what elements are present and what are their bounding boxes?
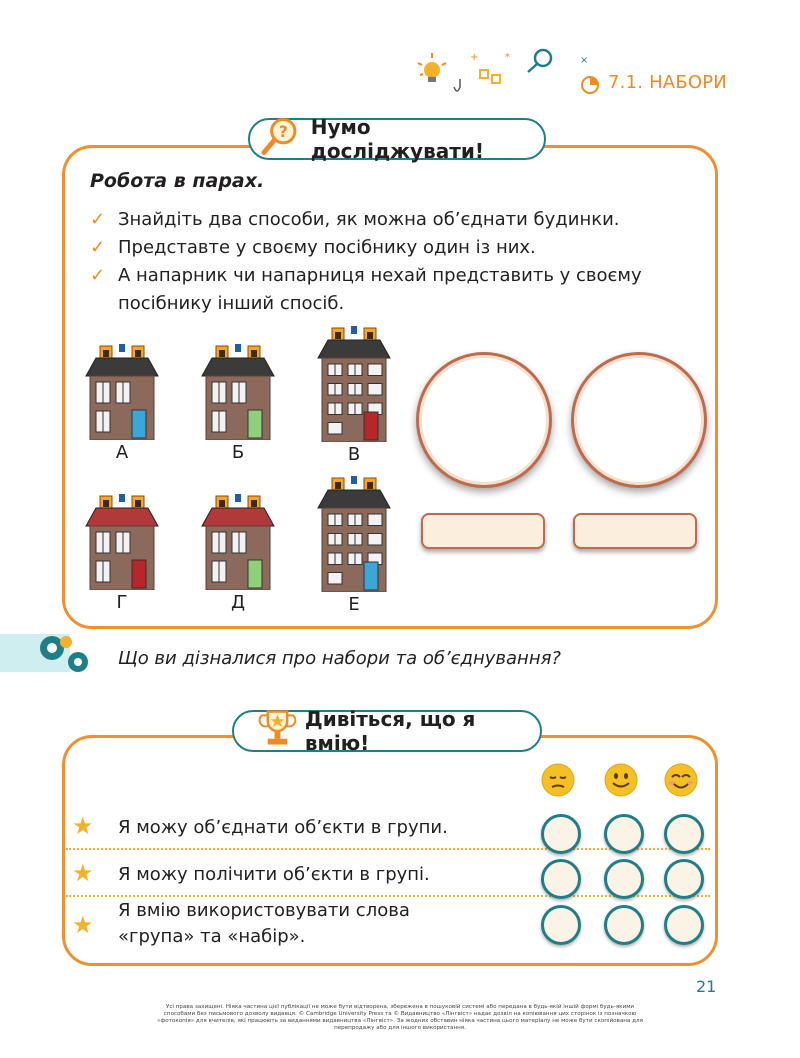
bullet-text: А напарник чи напарниця нехай представить у своєму посібнику інший спосіб. bbox=[118, 265, 642, 314]
skill-row bbox=[72, 898, 510, 954]
sad-face-icon bbox=[540, 762, 576, 798]
lightbulb-icon bbox=[418, 53, 446, 82]
group-circle-1[interactable] bbox=[416, 352, 552, 488]
house-label: А bbox=[115, 442, 129, 463]
rating-circle[interactable] bbox=[604, 814, 644, 854]
bullet-text: Представте у своєму посібнику один із них. bbox=[118, 237, 536, 258]
trophy-icon bbox=[258, 707, 297, 751]
svg-text:×: × bbox=[580, 55, 589, 66]
group-label-plate-1[interactable] bbox=[421, 513, 545, 549]
header-decoration-icons bbox=[410, 45, 605, 100]
house-label: В bbox=[347, 444, 361, 465]
skill-text: Я вмію використовувати слова «група» та «набір». bbox=[118, 900, 410, 947]
house-5 bbox=[198, 490, 278, 590]
rating-circle[interactable] bbox=[541, 814, 581, 854]
explore-title-pill bbox=[248, 115, 546, 163]
checkmark-icon: ✓ bbox=[90, 237, 106, 258]
happy-face-icon bbox=[663, 762, 699, 798]
self-check-title-pill bbox=[232, 707, 542, 755]
house-4 bbox=[82, 490, 162, 590]
page-number: 21 bbox=[696, 977, 717, 996]
puzzle-icon bbox=[480, 70, 500, 83]
neutral-smile-icon bbox=[603, 762, 639, 798]
copyright-notice: Усі права захищені. Ніяка частина цієї публікації не може бути відтворена, збережена в пошуковій системі або передана в будь-якій іншій формі будь-якими способами без письмового дозволу видавця. © Cambridge University Press та © Видавництво «Лінгвіст» надає дозвіл на копіювання цих сторінок із позначкою «фотокопія» для вчителів, які працюють за виданнями видавництва «Лінгвіст». За жодних обставин ніяка частина цього матеріалу не може бути скопійована для перепродажу або для іншого використання. bbox=[157, 1004, 643, 1031]
pair-work-subtitle: Робота в парах. bbox=[90, 170, 265, 192]
group-label-plate-2[interactable] bbox=[573, 513, 697, 549]
bullet-item bbox=[90, 262, 700, 318]
bullet-item bbox=[90, 234, 700, 262]
house-6 bbox=[314, 472, 394, 592]
pie-chart-icon bbox=[582, 77, 598, 93]
magnifier-icon bbox=[528, 50, 551, 72]
house-label: Б bbox=[231, 442, 245, 463]
svg-text:*: * bbox=[505, 52, 510, 63]
svg-text:?: ? bbox=[278, 123, 288, 141]
checkmark-icon: ✓ bbox=[90, 265, 106, 286]
rating-circle[interactable] bbox=[664, 859, 704, 899]
rating-circle[interactable] bbox=[664, 814, 704, 854]
section-label: 7.1. НАБОРИ bbox=[608, 72, 727, 93]
rating-circle[interactable] bbox=[604, 859, 644, 899]
paperclip-icon bbox=[454, 79, 460, 91]
star-icon: ★ bbox=[72, 911, 94, 939]
group-circle-2[interactable] bbox=[571, 352, 707, 488]
rating-circle[interactable] bbox=[604, 905, 644, 945]
house-1 bbox=[82, 340, 162, 440]
house-label: Г bbox=[116, 592, 128, 613]
self-check-title: Дивіться, що я вмію! bbox=[304, 707, 476, 755]
reflection-question: Що ви дізналися про набори та об’єднування? bbox=[118, 648, 561, 669]
svg-text:+: + bbox=[470, 52, 479, 63]
checkmark-icon: ✓ bbox=[90, 209, 106, 230]
bullet-item bbox=[90, 206, 700, 234]
house-label: Е bbox=[348, 594, 360, 615]
bullet-text: Знайдіть два способи, як можна об’єднати будинки. bbox=[118, 209, 620, 230]
star-icon: ★ bbox=[72, 859, 94, 887]
skill-text: Я можу полічити об’єкти в групі. bbox=[118, 864, 430, 885]
gears-icon bbox=[0, 630, 110, 676]
explore-title: Нумо досліджувати! bbox=[310, 115, 484, 163]
house-label: Д bbox=[230, 592, 246, 613]
rating-circle[interactable] bbox=[664, 905, 704, 945]
skill-text: Я можу об’єднати об’єкти в групи. bbox=[118, 817, 448, 838]
star-icon: ★ bbox=[72, 812, 94, 840]
house-2 bbox=[198, 340, 278, 440]
house-3 bbox=[314, 322, 394, 442]
rating-circle[interactable] bbox=[541, 905, 581, 945]
rating-circle[interactable] bbox=[541, 859, 581, 899]
magnifier-icon bbox=[258, 115, 301, 159]
